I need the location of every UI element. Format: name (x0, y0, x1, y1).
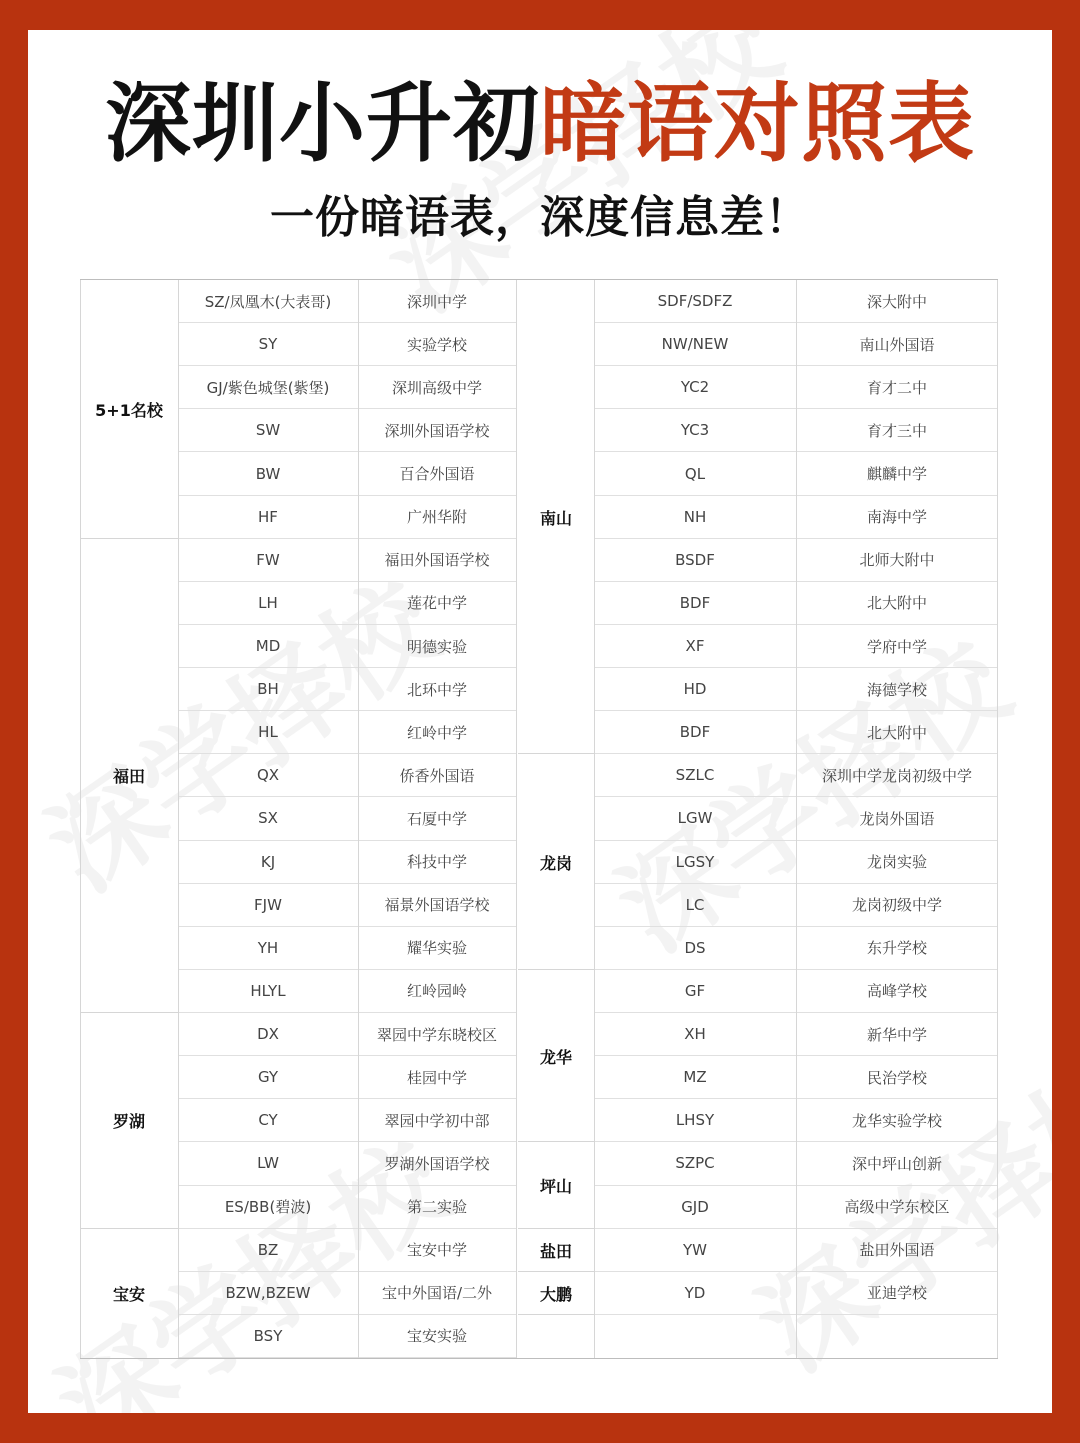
right-code: BSDF (594, 539, 796, 582)
left-code: SZ/凤凰木(大表哥) (178, 280, 358, 323)
left-code: GJ/紫色城堡(紫堡) (178, 366, 358, 409)
district-label: 福田 (112, 767, 145, 787)
right-code: GF (594, 970, 796, 1013)
right-school: 学府中学 (796, 625, 998, 668)
right-school: 深大附中 (796, 280, 998, 323)
content-card (28, 30, 1052, 1413)
left-school: 广州华附 (358, 496, 516, 539)
right-school: 龙岗实验 (796, 841, 998, 884)
left-school: 侨香外国语 (358, 754, 516, 797)
page-title (28, 74, 1052, 174)
left-code: CY (178, 1099, 358, 1142)
right-code: GJD (594, 1186, 796, 1229)
left-code: BZW,BZEW (178, 1272, 358, 1315)
left-code: BZ (178, 1229, 358, 1272)
left-school: 翠园中学初中部 (358, 1099, 516, 1142)
right-school: 北师大附中 (796, 539, 998, 582)
left-school: 第二实验 (358, 1186, 516, 1229)
column-divider (997, 280, 998, 1358)
left-code: YH (178, 927, 358, 970)
right-code: YC3 (594, 409, 796, 452)
right-school: 高级中学东校区 (796, 1186, 998, 1229)
right-code: HD (594, 668, 796, 711)
left-code: SY (178, 323, 358, 366)
right-school: 盐田外国语 (796, 1229, 998, 1272)
right-school: 海德学校 (796, 668, 998, 711)
left-school: 福田外国语学校 (358, 539, 516, 582)
left-school: 翠园中学东晓校区 (358, 1013, 516, 1056)
left-school: 深圳高级中学 (358, 366, 516, 409)
right-code: MZ (594, 1056, 796, 1099)
right-code: LGW (594, 797, 796, 840)
left-code: SX (178, 797, 358, 840)
left-school: 北环中学 (358, 668, 516, 711)
right-code: SZPC (594, 1142, 796, 1185)
right-school: 南海中学 (796, 496, 998, 539)
right-school: 龙岗外国语 (796, 797, 998, 840)
right-code: YC2 (594, 366, 796, 409)
right-code: QL (594, 452, 796, 495)
left-school: 莲花中学 (358, 582, 516, 625)
left-school: 石厦中学 (358, 797, 516, 840)
left-school: 耀华实验 (358, 927, 516, 970)
left-school: 红岭园岭 (358, 970, 516, 1013)
district-label: 罗湖 (112, 1112, 145, 1132)
district-divider (518, 1314, 594, 1315)
right-school: 麒麟中学 (796, 452, 998, 495)
column-divider (516, 280, 517, 1358)
column-divider (80, 280, 81, 1358)
district-label: 宝安 (112, 1284, 145, 1304)
left-code: ES/BB(碧波) (178, 1186, 358, 1229)
page-subtitle: 一份暗语表，深度信息差！ (270, 192, 810, 243)
right-school: 新华中学 (796, 1013, 998, 1056)
district-label: 盐田 (539, 1241, 572, 1261)
right-school: 北大附中 (796, 582, 998, 625)
right-code: YD (594, 1272, 796, 1315)
title-accent: 暗语对照表 (540, 74, 975, 174)
left-code: QX (178, 754, 358, 797)
left-code: LW (178, 1142, 358, 1185)
district-label: 龙岗 (539, 853, 572, 873)
left-school: 深圳外国语学校 (358, 409, 516, 452)
left-school: 深圳中学 (358, 280, 516, 323)
right-code: YW (594, 1229, 796, 1272)
left-code: HF (178, 496, 358, 539)
right-school: 南山外国语 (796, 323, 998, 366)
column-divider (358, 280, 359, 1358)
right-school: 亚迪学校 (796, 1272, 998, 1315)
codeword-table (80, 279, 998, 1359)
left-code: HLYL (178, 970, 358, 1013)
right-code: LC (594, 884, 796, 927)
right-code: NH (594, 496, 796, 539)
right-school: 育才二中 (796, 366, 998, 409)
left-school: 宝中外国语/二外 (358, 1272, 516, 1315)
left-code: GY (178, 1056, 358, 1099)
left-school: 罗湖外国语学校 (358, 1142, 516, 1185)
left-code: FJW (178, 884, 358, 927)
title-main: 深圳小升初 (105, 74, 540, 174)
left-school: 科技中学 (358, 841, 516, 884)
right-code: BDF (594, 711, 796, 754)
right-code: DS (594, 927, 796, 970)
district-label: 南山 (539, 508, 572, 528)
left-code: SW (178, 409, 358, 452)
right-school: 民治学校 (796, 1056, 998, 1099)
left-code: BW (178, 452, 358, 495)
column-divider (594, 280, 595, 1358)
right-code: SDF/SDFZ (594, 280, 796, 323)
left-code: KJ (178, 841, 358, 884)
right-school: 深中坪山创新 (796, 1142, 998, 1185)
left-school: 百合外国语 (358, 452, 516, 495)
right-school: 育才三中 (796, 409, 998, 452)
right-code: LHSY (594, 1099, 796, 1142)
left-code: HL (178, 711, 358, 754)
right-code: NW/NEW (594, 323, 796, 366)
district-label: 坪山 (539, 1177, 572, 1196)
right-school: 高峰学校 (796, 970, 998, 1013)
left-code: FW (178, 539, 358, 582)
left-school: 实验学校 (358, 323, 516, 366)
left-school: 桂园中学 (358, 1056, 516, 1099)
right-code: XF (594, 625, 796, 668)
left-school: 红岭中学 (358, 711, 516, 754)
right-code: LGSY (594, 841, 796, 884)
left-code: MD (178, 625, 358, 668)
column-divider (796, 280, 797, 1358)
left-code: BH (178, 668, 358, 711)
left-school: 宝安实验 (358, 1315, 516, 1358)
district-label: 大鹏 (539, 1284, 572, 1304)
right-school: 北大附中 (796, 711, 998, 754)
right-code: BDF (594, 582, 796, 625)
district-label: 5+1名校 (95, 400, 163, 420)
left-school: 宝安中学 (358, 1229, 516, 1272)
left-code: BSY (178, 1315, 358, 1358)
right-code: XH (594, 1013, 796, 1056)
right-school: 深圳中学龙岗初级中学 (796, 754, 998, 797)
right-school: 龙岗初级中学 (796, 884, 998, 927)
column-divider (178, 280, 179, 1358)
right-code: SZLC (594, 754, 796, 797)
left-school: 福景外国语学校 (358, 884, 516, 927)
right-school: 东升学校 (796, 927, 998, 970)
right-school: 龙华实验学校 (796, 1099, 998, 1142)
district-label: 龙华 (539, 1047, 572, 1067)
left-code: LH (178, 582, 358, 625)
left-school: 明德实验 (358, 625, 516, 668)
left-code: DX (178, 1013, 358, 1056)
